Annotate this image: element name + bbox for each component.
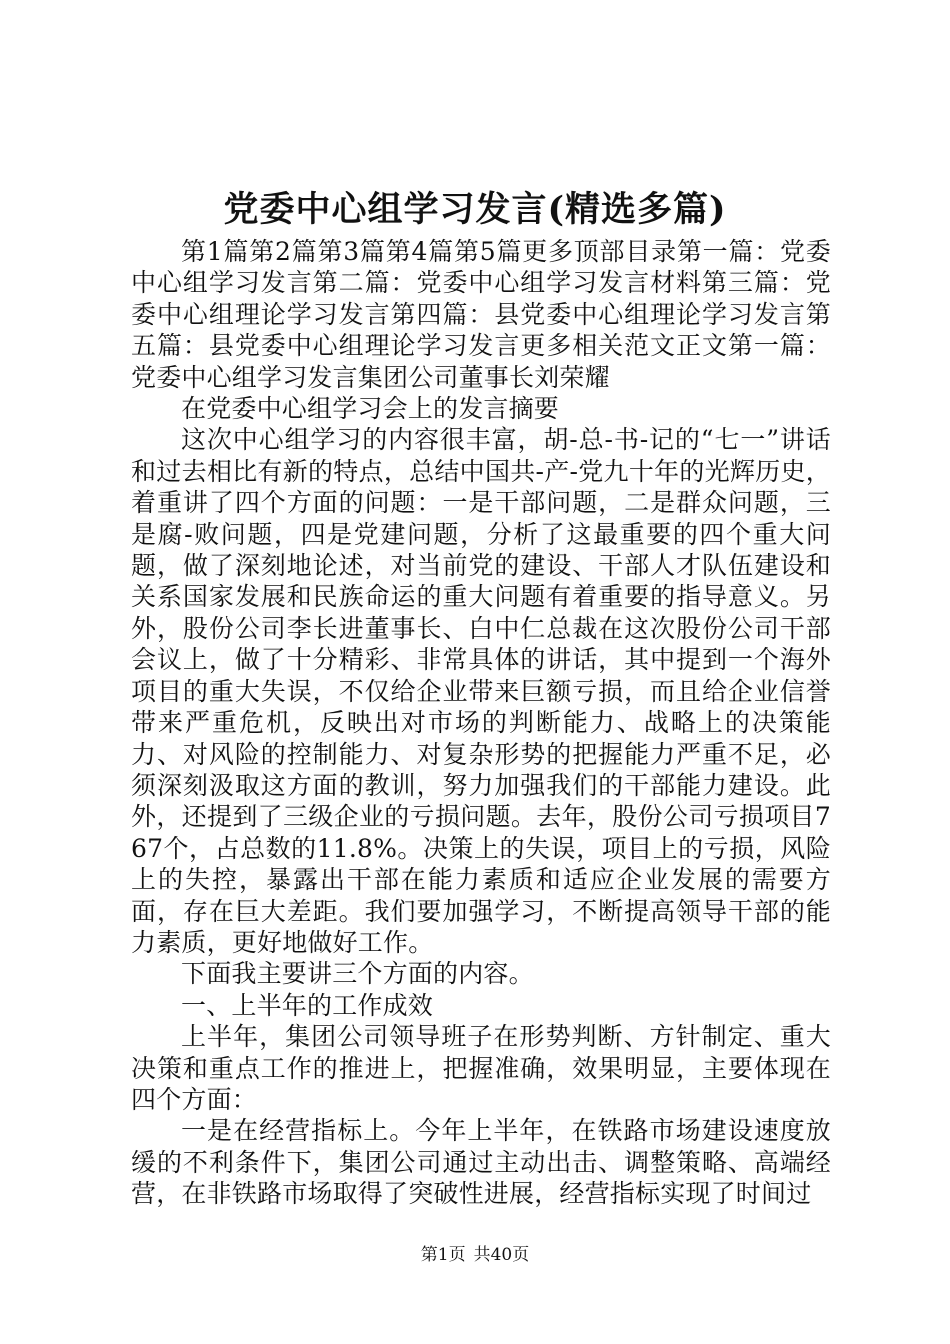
- document-title: 党委中心组学习发言(精选多篇): [223, 189, 727, 230]
- paragraph-toc: 第1篇第2篇第3篇第4篇第5篇更多顶部目录第一篇：党委中心组学习发言第二篇：党委中心组学习发言材料第三篇：党委中心组理论学习发言第四篇：县党委中心组理论学习发言第五篇：县党委中心组理论学习发言更多相关范文正文第一篇：党委中心组学习发言集团公司董事长刘荣耀: [131, 237, 831, 392]
- paragraph-business-indicators: 一是在经营指标上。今年上半年，在铁路市场建设速度放缓的不利条件下，集团公司通过主动出击、调整策略、高端经营，在非铁路市场取得了突破性进展，经营指标实现了时间过: [131, 1116, 831, 1209]
- paragraph-subtitle: 在党委中心组学习会上的发言摘要: [181, 394, 560, 424]
- paragraph-outline: 下面我主要讲三个方面的内容。: [181, 959, 534, 989]
- document-body: [131, 236, 831, 1210]
- paragraph-achievements: 上半年，集团公司领导班子在形势判断、方针制定、重大决策和重点工作的推进上，把握准确，效果明显，主要体现在四个方面：: [131, 1022, 831, 1114]
- page-number: 第1页: [420, 1245, 466, 1265]
- page-footer: [0, 1244, 950, 1266]
- section-heading: 一、上半年的工作成效: [181, 990, 434, 1020]
- paragraph-intro: 这次中心组学习的内容很丰富，胡-总-书-记的“七一”讲话和过去相比有新的特点，总结中国共-产-党九十年的光辉历史，着重讲了四个方面的问题：一是干部问题，二是群众问题，三是腐-败问题，四是党建问题，分析了这最重要的四个重大问题，做了深刻地论述，对当前党的建设、干部人才队伍建设和关系国家发展和民族命运的重大问题有着重要的指导意义。另外，股份公司李长进董事长、白中仁总裁在这次股份公司干部会议上，做了十分精彩、非常具体的讲话，其中提到一个海外项目的重大失误，不仅给企业带来巨额亏损，而且给企业信誉带来严重危机，反映出对市场的判断能力、战略上的决策能力、对风险的控制能力、对复杂形势的把握能力严重不足，必须深刻汲取这方面的教训，努力加强我们的干部能力建设。此外，还提到了三级企业的亏损问题。去年，股份公司亏损项目767个，占总数的11.8%。决策上的失误，项目上的亏损，风险上的失控，暴露出干部在能力素质和适应企业发展的需要方面，存在巨大差距。我们要加强学习，不断提高领导干部的能力素质，更好地做好工作。: [131, 425, 831, 957]
- page-total: 共40页: [473, 1245, 530, 1265]
